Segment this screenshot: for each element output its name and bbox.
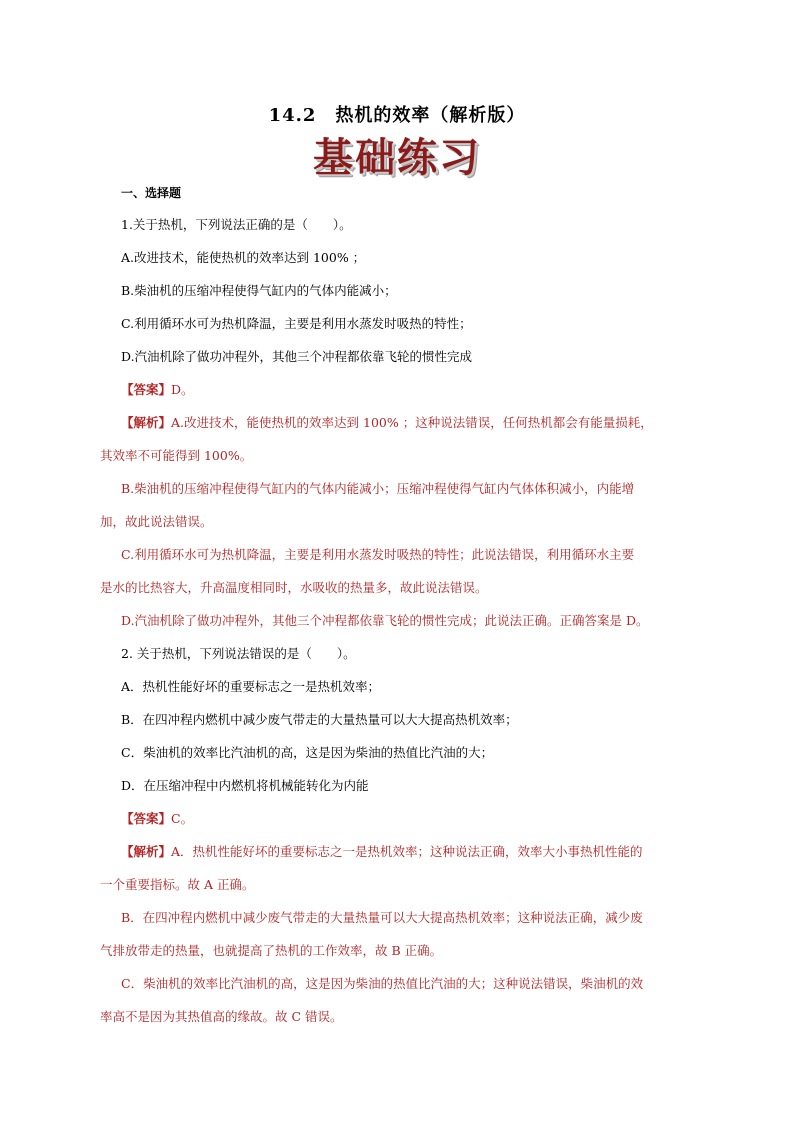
- answer-tag: 【答案】: [121, 382, 172, 397]
- answer-tag: 【答案】: [121, 811, 172, 826]
- analysis-b-line1: B.柴油机的压缩冲程使得气缸内的气体内能减小；压缩冲程使得气缸内气体体积减小，内能增: [121, 481, 635, 496]
- answer-line: [121, 381, 699, 414]
- analysis-b-line2: 加，故此说法错误。: [100, 514, 213, 529]
- analysis-a-line2: 一个重要指标。故 A 正确。: [100, 877, 255, 892]
- option-d: D.汽油机除了做功冲程外，其他三个冲程都依靠飞轮的惯性完成: [121, 349, 473, 364]
- analysis-tag: 【解析】: [121, 415, 172, 430]
- analysis-a-line1: [121, 843, 699, 876]
- analysis-a-line1: [121, 414, 699, 447]
- option-c: C.利用循环水可为热机降温，主要是利用水蒸发时吸热的特性；: [121, 316, 472, 331]
- option-a: A.改进技术，能使热机的效率达到 100% ；: [121, 250, 366, 265]
- question-1: [100, 216, 699, 645]
- analysis-c-line2: 是水的比热容大，升高温度相同时，水吸收的热量多，故此说法错误。: [100, 580, 488, 595]
- answer-value: C。: [171, 811, 194, 826]
- analysis-c-line2: 率高不是因为其热值高的缘故。故 C 错误。: [100, 1009, 343, 1024]
- analysis-b-line1: B．在四冲程内燃机中减少废气带走的大量热量可以大大提高热机效率；这种说法正确，减少废: [121, 910, 643, 925]
- analysis-b-line2: 气排放带走的热量，也就提高了热机的工作效率，故 B 正确。: [100, 943, 443, 958]
- analysis-d-line1: D.汽油机除了做功冲程外，其他三个冲程都依靠飞轮的惯性完成；此说法正确。正确答案是 D。: [121, 613, 649, 628]
- analysis-c-line1: C．柴油机的效率比汽油机的高，这是因为柴油的热值比汽油的大；这种说法错误，柴油机的效: [121, 976, 644, 991]
- question-stem: 1.关于热机，下列说法正确的是（ ）。: [121, 217, 352, 232]
- content-body: [100, 216, 699, 1041]
- analysis-c-line1: C.利用循环水可为热机降温，主要是利用水蒸发时吸热的特性；此说法错误，利用循环水主要: [121, 547, 635, 562]
- analysis-tag: 【解析】: [121, 844, 172, 859]
- banner-heading: 基础练习: [313, 135, 481, 181]
- option-b: B．在四冲程内燃机中减少废气带走的大量热量可以大大提高热机效率；: [121, 712, 518, 727]
- document-title: 14.2 热机的效率（解析版）: [268, 105, 526, 126]
- question-stem: 2. 关于热机，下列说法错误的是（ ）。: [121, 646, 356, 661]
- answer-line: [121, 810, 699, 843]
- analysis-a-line2: 其效率不可能得到 100%。: [100, 448, 253, 463]
- section-heading: 一、选择题: [121, 186, 182, 200]
- answer-value: D。: [171, 382, 194, 397]
- analysis-text: A．热机性能好坏的重要标志之一是热机效率；这种说法正确，效率大小事热机性能的: [171, 844, 643, 859]
- analysis-text: A.改进技术，能使热机的效率达到 100% ；这种说法错误，任何热机都会有能量损耗，: [171, 415, 653, 430]
- option-c: C．柴油机的效率比汽油机的高，这是因为柴油的热值比汽油的大；: [121, 745, 494, 760]
- option-b: B.柴油机的压缩冲程使得气缸内的气体内能减小；: [121, 283, 397, 298]
- question-2: [100, 645, 699, 1041]
- option-d: D．在压缩冲程中内燃机将机械能转化为内能: [121, 778, 369, 793]
- option-a: A．热机性能好坏的重要标志之一是热机效率；: [121, 679, 381, 694]
